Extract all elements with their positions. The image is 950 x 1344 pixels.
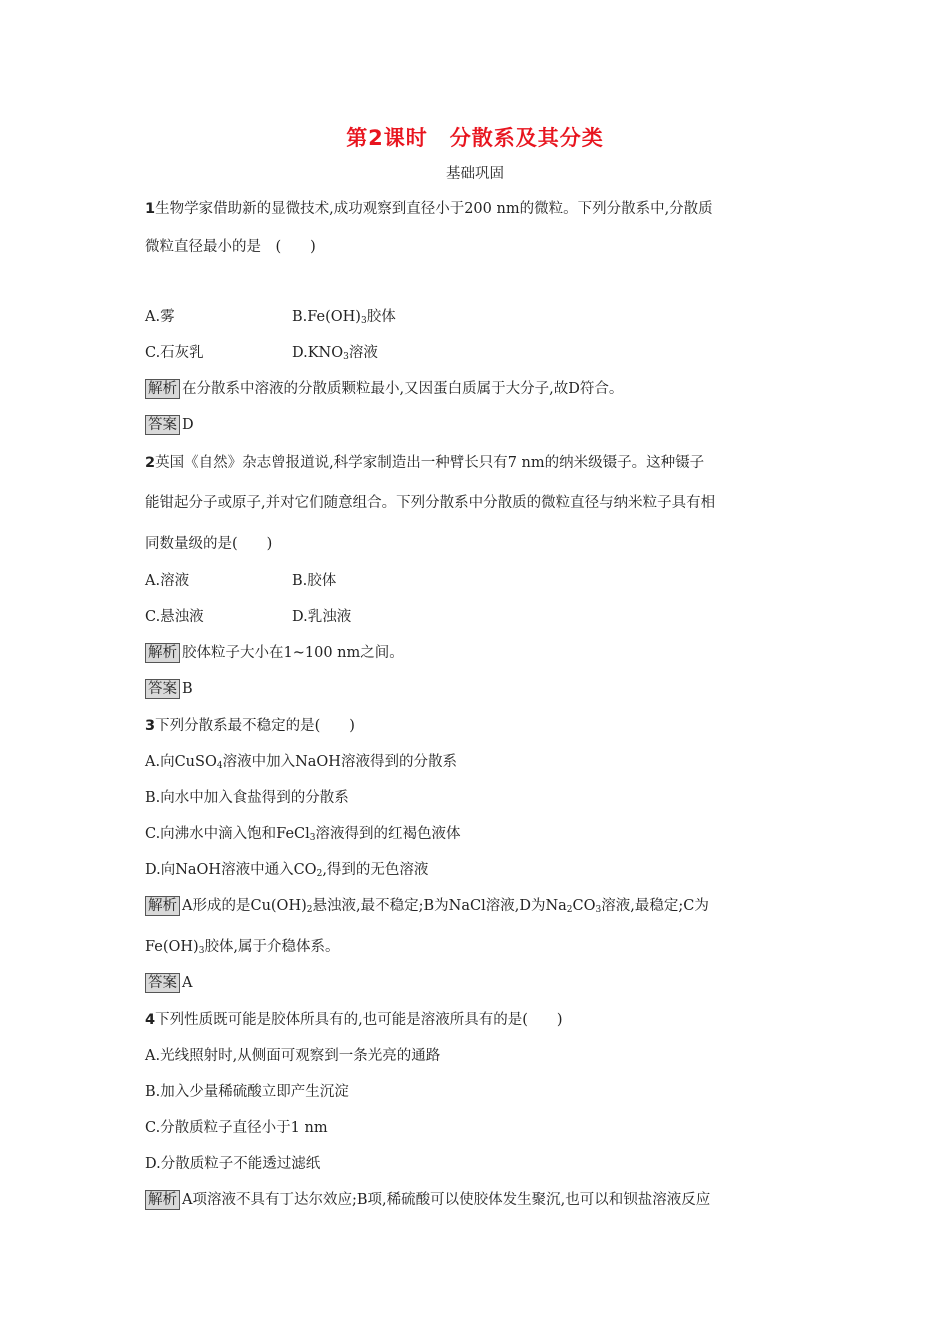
analysis-text: 在分散系中溶液的分散质颗粒最小,又因蛋白质属于大分子,故D符合。 — [182, 381, 624, 397]
analysis-tag: 解析 — [145, 379, 180, 399]
option-a: A.雾 — [145, 309, 175, 325]
section-subtitle: 基础巩固 — [446, 166, 504, 182]
option-c: C.分散质粒子直径小于1 nm — [145, 1120, 328, 1136]
question-1-stem-cont: 微粒直径最小的是 ( ) — [145, 239, 316, 255]
analysis-text: 胶体粒子大小在1~100 nm之间。 — [182, 645, 404, 661]
analysis-tag: 解析 — [145, 896, 180, 916]
option-d: $D.KNO_3$溶液 — [292, 345, 378, 362]
question-number: 1 — [145, 201, 156, 217]
analysis-2 — [145, 643, 404, 663]
question-2-stem-cont2: 同数量级的是( ) — [145, 536, 273, 552]
question-text: 生物学家借助新的显微技术,成功观察到直径小于200 nm的微粒。下列分散系中,分散质 — [155, 201, 713, 217]
page-title: 第2课时 分散系及其分类 — [346, 126, 604, 150]
analysis-tag: 解析 — [145, 643, 180, 663]
answer-value: A — [182, 975, 193, 991]
option-b: $B.Fe(OH)_3$胶体 — [292, 309, 396, 326]
option-d: D.分散质粒子不能透过滤纸 — [145, 1156, 321, 1172]
question-2-stem-cont: 能钳起分子或原子,并对它们随意组合。下列分散系中分散质的微粒直径与纳米粒子具有相 — [145, 495, 716, 511]
analysis-text: A项溶液不具有丁达尔效应;B项,稀硫酸可以使胶体发生聚沉,也可以和钡盐溶液反应 — [182, 1192, 711, 1208]
answer-tag: 答案 — [145, 679, 180, 699]
option-d: D.向NaOH溶液中通入$CO_2$,得到的无色溶液 — [145, 862, 429, 879]
answer-tag: 答案 — [145, 973, 180, 993]
answer-value: D — [182, 417, 194, 433]
option-c: C.石灰乳 — [145, 345, 204, 361]
question-number: 3 — [145, 718, 156, 734]
option-a: A.向CuSO$_4$溶液中加入NaOH溶液得到的分散系 — [145, 754, 457, 771]
option-c: C.向沸水中滴入饱和FeCl$_3$溶液得到的红褐色液体 — [145, 826, 461, 843]
question-text: 下列分散系最不稳定的是( ) — [155, 718, 355, 734]
answer-value: B — [182, 681, 193, 697]
option-b: B.胶体 — [292, 573, 337, 589]
analysis-1 — [145, 379, 623, 399]
question-1-stem — [145, 199, 713, 219]
question-4-stem — [145, 1010, 563, 1030]
answer-2 — [145, 679, 193, 699]
question-text: 下列性质既可能是胶体所具有的,也可能是溶液所具有的是( ) — [155, 1012, 563, 1028]
option-b: B.加入少量稀硫酸立即产生沉淀 — [145, 1084, 349, 1100]
analysis-tag: 解析 — [145, 1190, 180, 1210]
analysis-3-cont: $Fe(OH)_3$胶体,属于介稳体系。 — [145, 939, 340, 956]
option-c: C.悬浊液 — [145, 609, 204, 625]
answer-1 — [145, 415, 194, 435]
option-b: B.向水中加入食盐得到的分散系 — [145, 790, 349, 806]
question-text: 英国《自然》杂志曾报道说,科学家制造出一种臂长只有7 nm的纳米级镊子。这种镊子 — [155, 455, 705, 471]
option-a: A.光线照射时,从侧面可观察到一条光亮的通路 — [145, 1048, 441, 1064]
question-3-stem — [145, 716, 355, 736]
analysis-3: 解析 A形成的是$Cu(OH)_2$悬浊液,最不稳定;B为NaCl溶液,D为$Na_2CO_3$溶液,最稳定;C为 — [145, 896, 709, 916]
option-d: D.乳浊液 — [292, 609, 352, 625]
option-a: A.溶液 — [145, 573, 190, 589]
analysis-4 — [145, 1190, 710, 1210]
question-number: 2 — [145, 455, 156, 471]
question-number: 4 — [145, 1012, 156, 1028]
answer-3 — [145, 973, 192, 993]
answer-tag: 答案 — [145, 415, 180, 435]
question-2-stem — [145, 453, 704, 473]
